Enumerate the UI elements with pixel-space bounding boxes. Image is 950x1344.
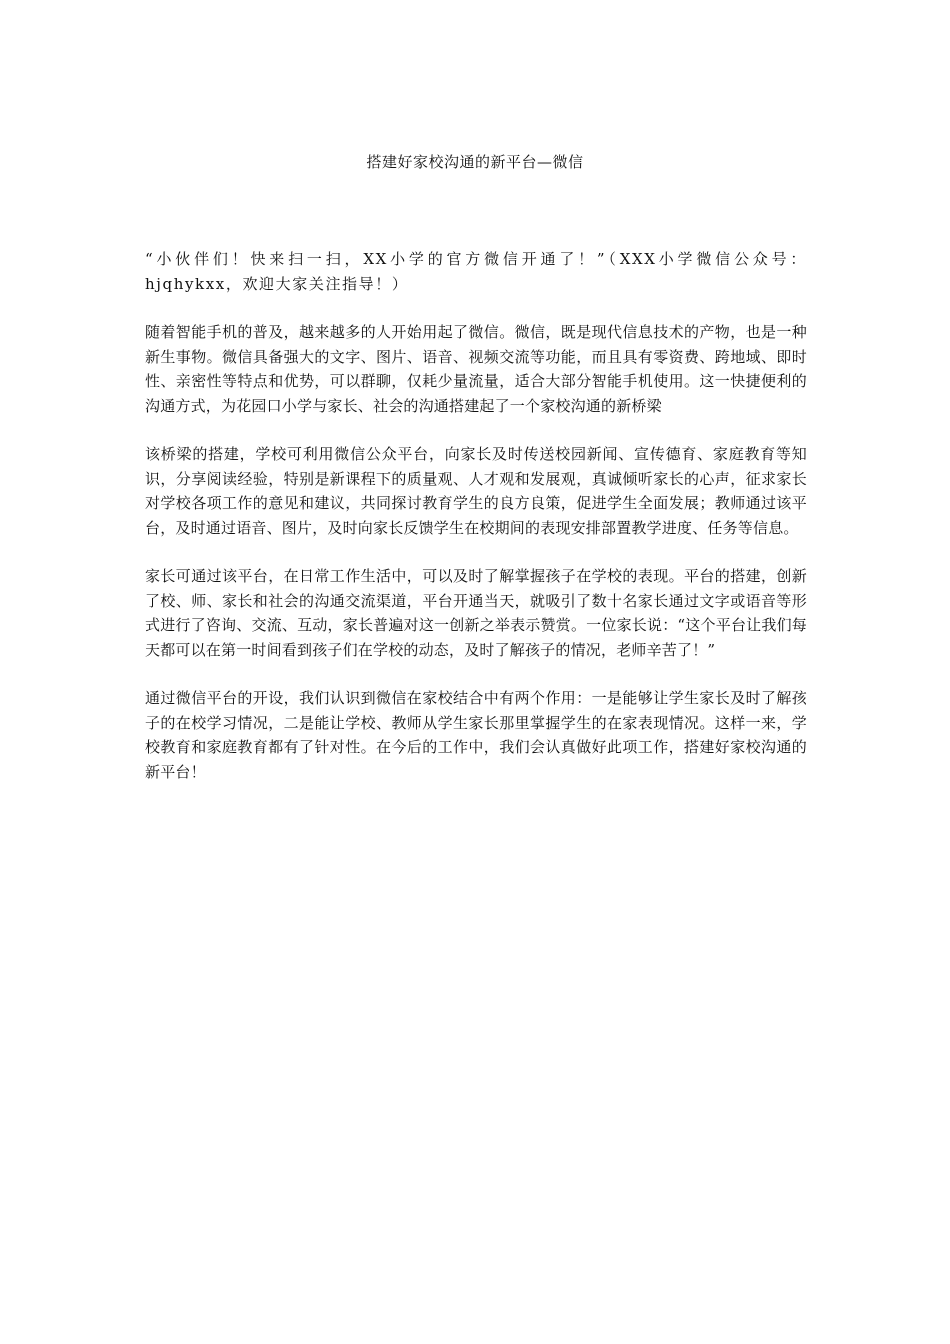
paragraph-wechat-overview: 随着智能手机的普及，越来越多的人开始用起了微信。微信，既是现代信息技术的产物，也是一种新生事物。微信具备强大的文字、图片、语音、视频交流等功能，而且具有零资费、跨地域、即时性、亲密性等特点和优势，可以群聊，仅耗少量流量，适合大部分智能手机使用。这一快捷便利的沟通方式，为花园口小学与家长、社会的沟通搭建起了一个家校沟通的新桥梁 xyxy=(145,323,807,415)
paragraph-conclusion: 通过微信平台的开设，我们认识到微信在家校结合中有两个作用：一是能够让学生家长及时了解孩子的在校学习情况，二是能让学校、教师从学生家长那里掌握学生的在家表现情况。这样一来，学校教育和家庭教育都有了针对性。在今后的工作中，我们会认真做好此项工作，搭建好家校沟通的新平台！ xyxy=(145,689,807,781)
paragraph-parent-feedback: 家长可通过该平台，在日常工作生活中，可以及时了解掌握孩子在学校的表现。平台的搭建，创新了校、师、家长和社会的沟通交流渠道，平台开通当天，就吸引了数十名家长通过文字或语音等形式进行了咨询、交流、互动，家长普遍对这一创新之举表示赞赏。一位家长说：“这个平台让我们每天都可以在第一时间看到孩子们在学校的动态，及时了解孩子的情况，老师辛苦了！” xyxy=(145,567,807,659)
paragraph-school-usage: 该桥梁的搭建，学校可利用微信公众平台，向家长及时传送校园新闻、宣传德育、家庭教育等知识，分享阅读经验，特别是新课程下的质量观、人才观和发展观，真诚倾听家长的心声，征求家长对学校各项工作的意见和建议，共同探讨教育学生的良方良策，促进学生全面发展；教师通过该平台，及时通过语音、图片，及时向家长反馈学生在校期间的表现安排部置教学进度、任务等信息。 xyxy=(145,445,807,537)
document-body xyxy=(145,247,807,808)
document-title: 搭建好家校沟通的新平台—微信 xyxy=(366,153,584,171)
paragraph-intro: “小伙伴们！快来扫一扫，XX小学的官方微信开通了！”（XXX小学微信公众号：hjqhykxx，欢迎大家关注指导！） xyxy=(145,250,807,293)
